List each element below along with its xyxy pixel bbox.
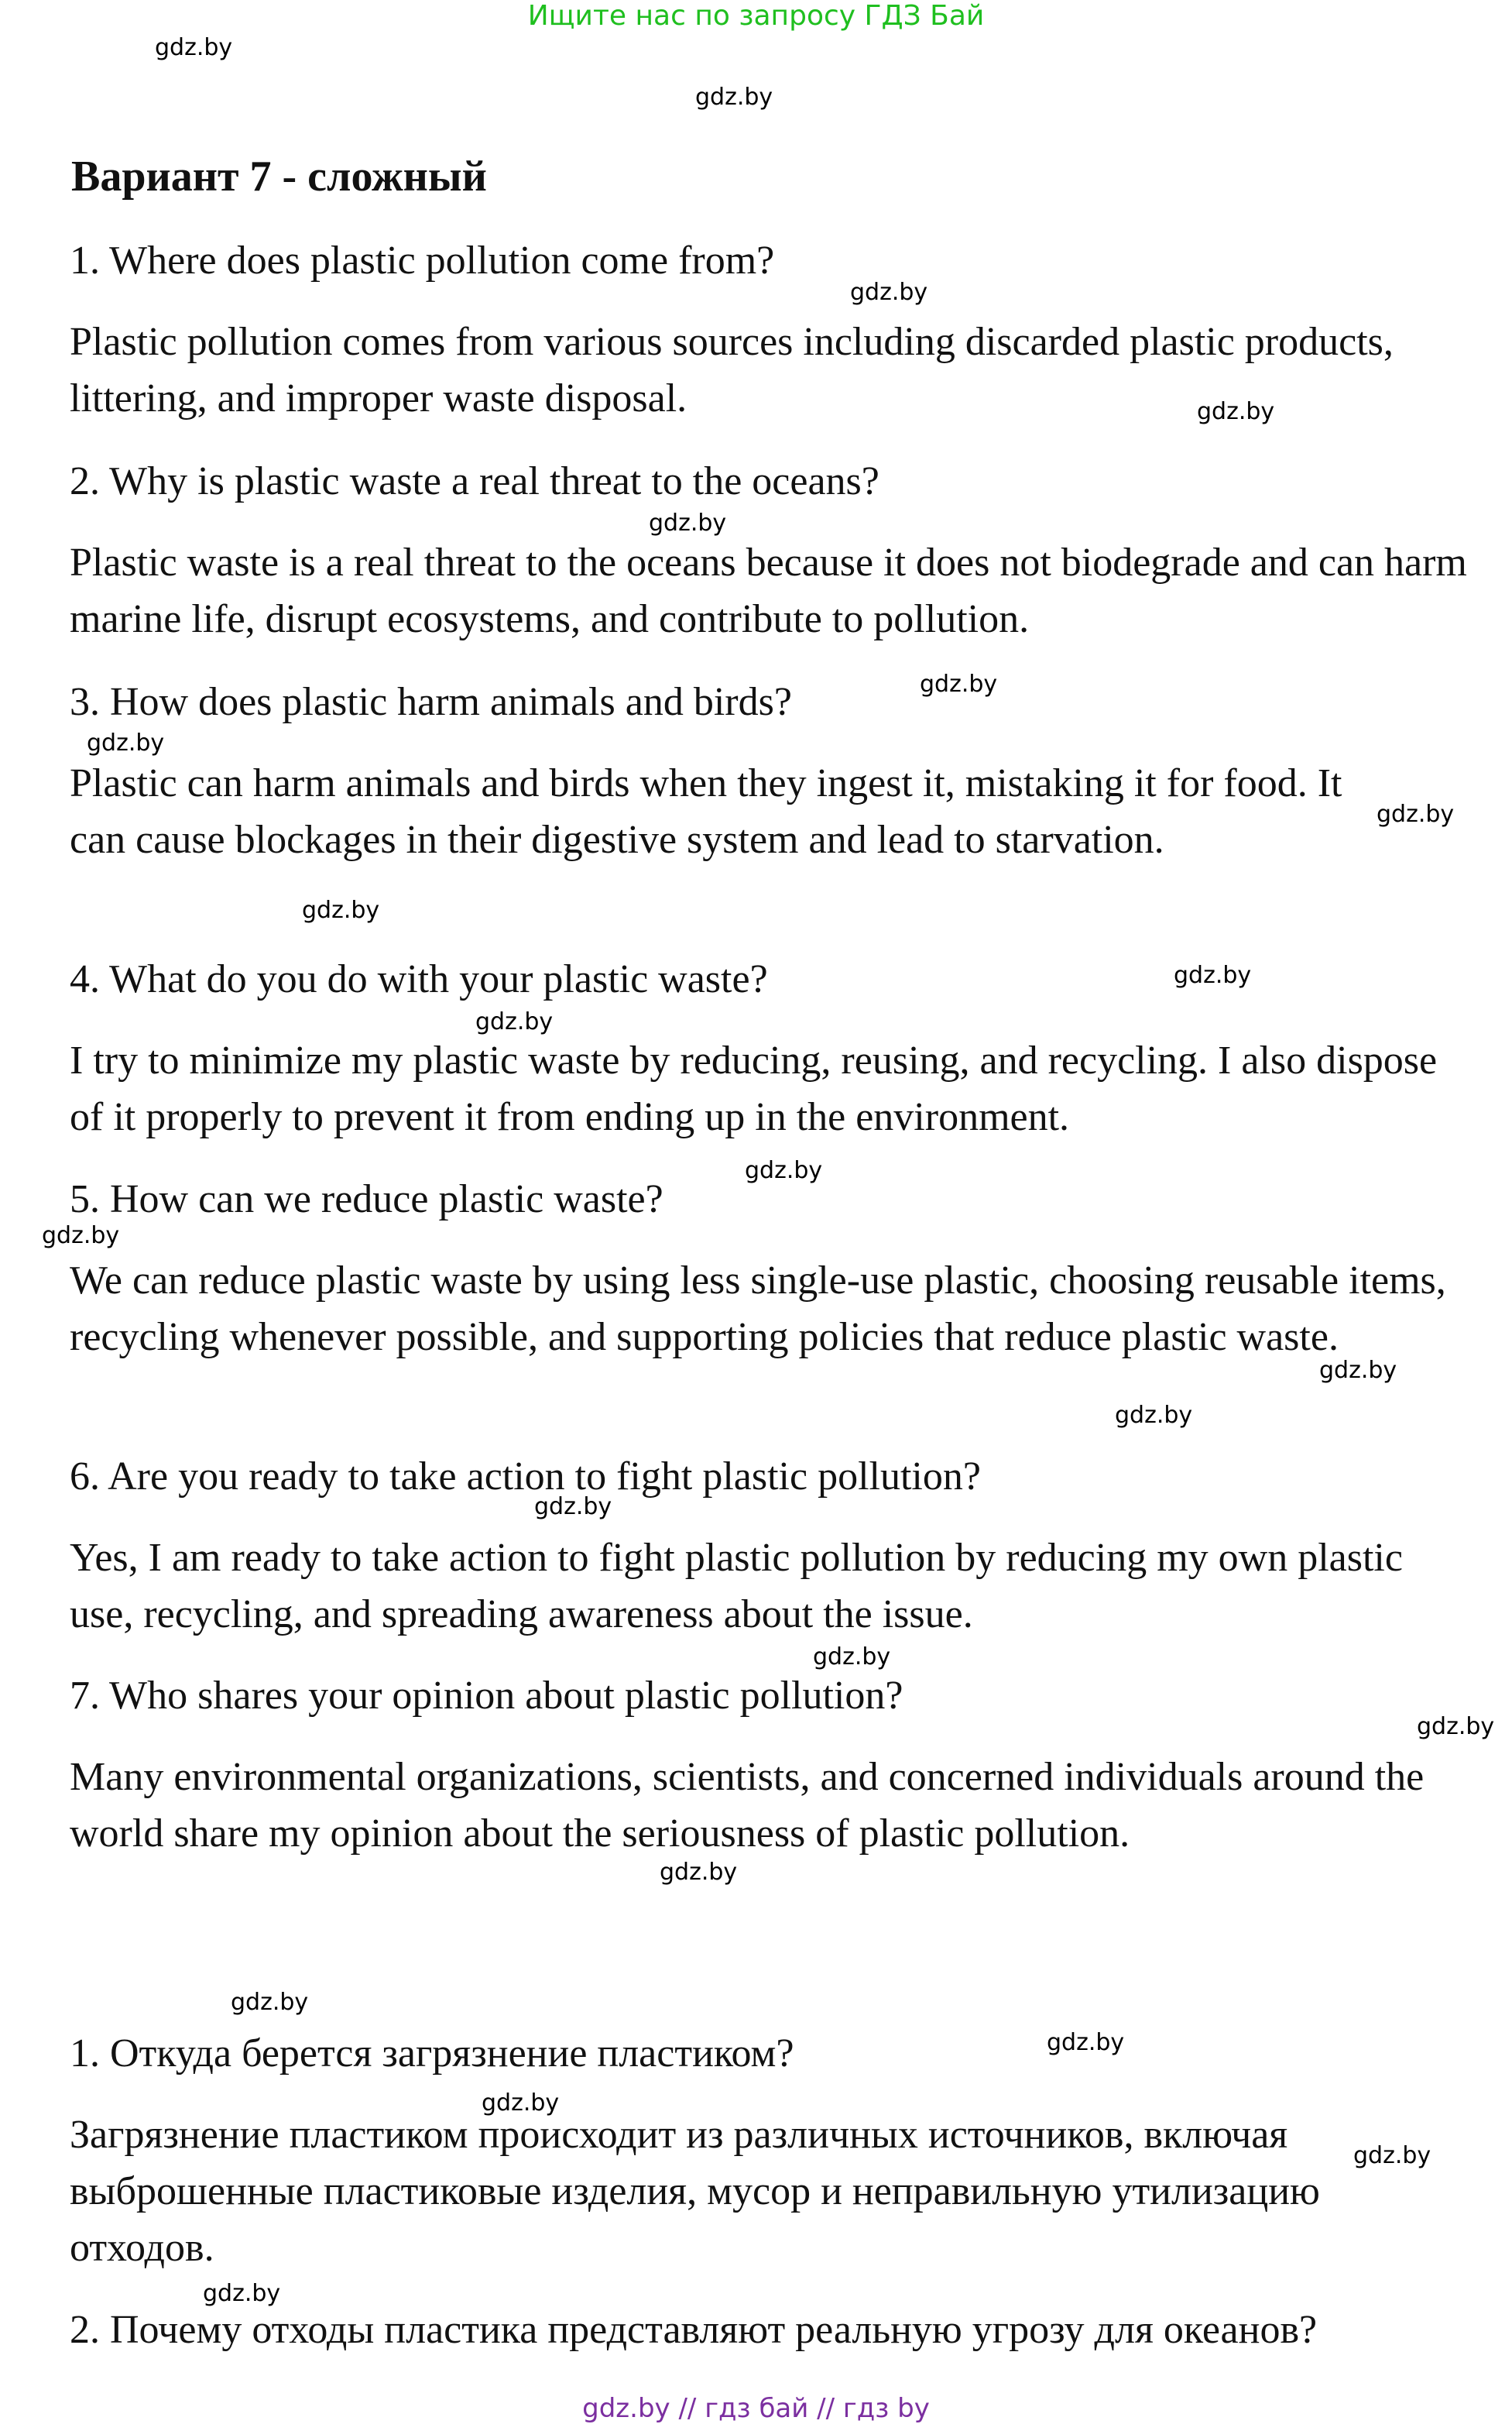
watermark: gdz.by (695, 84, 773, 111)
footer-links: gdz.by // гдз бай // гдз by (582, 2393, 930, 2424)
answer-1: Plastic pollution comes from various sources including discarded plastic products, littering, and improper waste disposal. (70, 320, 1394, 421)
question-5: 5. How can we reduce plastic waste? (70, 1177, 663, 1221)
watermark: gdz.by (850, 279, 928, 306)
answer-2: Plastic waste is a real threat to the oceans because it does not biodegrade and can harm marine life, disrupt ecosystems, and contribute to pollution. (70, 541, 1467, 641)
watermark: gdz.by (231, 1989, 309, 2016)
watermark: gdz.by (920, 671, 998, 698)
answer-6: Yes, I am ready to take action to fight plastic pollution by reducing my own plastic use, recycling, and spreading awareness about the issue. (70, 1536, 1403, 1636)
watermark: gdz.by (660, 1859, 738, 1886)
watermark: gdz.by (1377, 801, 1455, 828)
watermark: gdz.by (302, 897, 380, 924)
answer-5: We can reduce plastic waste by using less single-use plastic, choosing reusable items, recycling whenever possible, and supporting policies that reduce plastic waste. (70, 1258, 1446, 1359)
question-3: 3. How does plastic harm animals and birds? (70, 680, 792, 724)
ru-answer-1: Загрязнение пластиком происходит из различных источников, включая выброшенные пластиковые изделия, мусор и неправильную утилизацию отходов. (70, 2113, 1320, 2270)
watermark: gdz.by (42, 1222, 120, 1249)
watermark: gdz.by (1047, 2029, 1125, 2056)
watermark: gdz.by (155, 34, 233, 61)
watermark: gdz.by (482, 2089, 560, 2117)
watermark: gdz.by (1197, 398, 1275, 425)
watermark: gdz.by (813, 1643, 891, 1670)
watermark: gdz.by (203, 2280, 281, 2307)
ru-question-1: 1. Откуда берется загрязнение пластиком? (70, 2031, 794, 2076)
watermark: gdz.by (534, 1493, 612, 1520)
watermark: gdz.by (1174, 962, 1252, 989)
question-7: 7. Who shares your opinion about plastic pollution? (70, 1674, 903, 1718)
watermark: gdz.by (649, 510, 727, 537)
watermark: gdz.by (1115, 1402, 1193, 1429)
watermark: gdz.by (87, 730, 165, 757)
question-2: 2. Why is plastic waste a real threat to the oceans? (70, 459, 879, 503)
watermark: gdz.by (1353, 2142, 1431, 2169)
answer-3: Plastic can harm animals and birds when they ingest it, mistaking it for food. It can cause blockages in their digestive system and lead to starvation. (70, 761, 1342, 862)
answer-4: I try to minimize my plastic waste by reducing, reusing, and recycling. I also dispose of it properly to prevent it from ending up in the environment. (70, 1039, 1438, 1139)
question-4: 4. What do you do with your plastic waste? (70, 957, 768, 1001)
top-banner: Ищите нас по запросу ГДЗ Бай (527, 0, 985, 32)
ru-question-2: 2. Почему отходы пластика представляют реальную угрозу для океанов? (70, 2308, 1318, 2352)
watermark: gdz.by (475, 1008, 554, 1035)
question-1: 1. Where does plastic pollution come from? (70, 239, 775, 283)
watermark: gdz.by (745, 1157, 823, 1184)
watermark: gdz.by (1319, 1357, 1397, 1384)
watermark: gdz.by (1417, 1713, 1495, 1740)
answer-7: Many environmental organizations, scientists, and concerned individuals around the world share my opinion about the seriousness of plastic pollution. (70, 1755, 1425, 1856)
page-heading: Вариант 7 - сложный (71, 153, 487, 201)
question-6: 6. Are you ready to take action to fight plastic pollution? (70, 1454, 981, 1499)
